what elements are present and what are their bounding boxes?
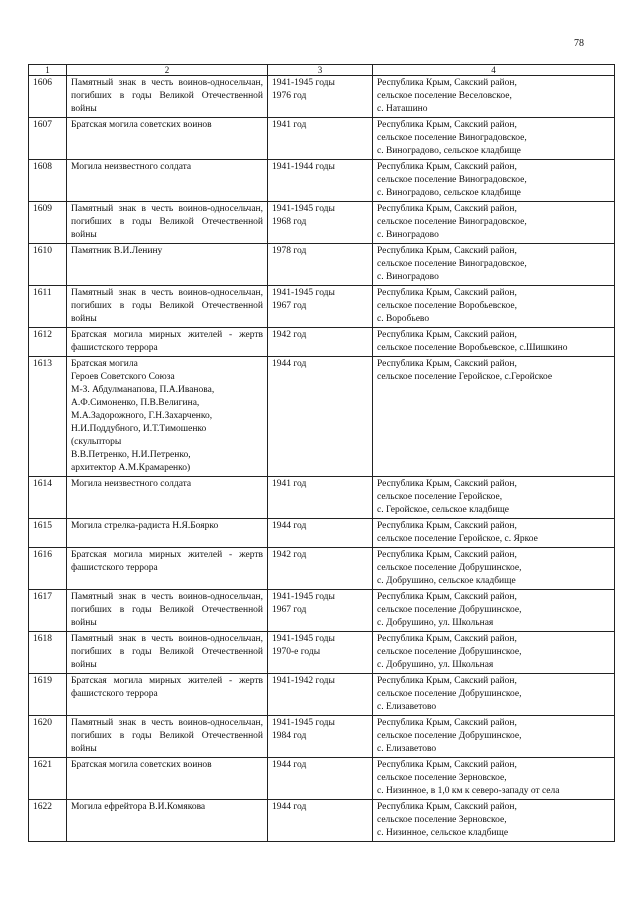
cell-number: 1609: [29, 202, 67, 244]
cell-location: [373, 716, 615, 758]
cell-name-line: Братская могила советских воинов: [71, 760, 212, 770]
cell-location-line: с. Виноградово: [377, 230, 439, 240]
cell-location-line: с. Добрушино, сельское кладбище: [377, 576, 516, 586]
cell-location-line: Республика Крым, Сакский район,: [377, 330, 517, 340]
table-row: [29, 202, 615, 244]
cell-location-line: сельское поселение Геройское, с. Яркое: [377, 534, 538, 544]
cell-name: [67, 160, 268, 202]
table-row: [29, 118, 615, 160]
table-row: [29, 548, 615, 590]
table-row: [29, 328, 615, 357]
cell-number: 1622: [29, 800, 67, 842]
cell-name-line: Братская могила мирных жителей - жертв фашистского террора: [71, 550, 263, 573]
cell-location: [373, 674, 615, 716]
cell-name: [67, 244, 268, 286]
cell-location-line: Республика Крым, Сакский район,: [377, 521, 517, 531]
cell-location: [373, 118, 615, 160]
cell-number: 1612: [29, 328, 67, 357]
cell-years: [268, 160, 373, 202]
cell-name: [67, 286, 268, 328]
cell-years-line: 1942 год: [272, 550, 307, 560]
cell-name-line: Братская могила: [71, 359, 138, 369]
cell-name-line: Памятный знак в честь воинов-односельчан, погибших в годы Великой Отечественной войны: [71, 288, 263, 324]
cell-location: [373, 202, 615, 244]
cell-number: 1608: [29, 160, 67, 202]
cell-location-line: с. Добрушино, ул. Школьная: [377, 618, 494, 628]
cell-location-line: сельское поселение Виноградовское,: [377, 175, 527, 185]
cell-number: 1611: [29, 286, 67, 328]
cell-location-line: с. Низинное, сельское кладбище: [377, 828, 509, 838]
cell-years: [268, 357, 373, 477]
cell-name: [67, 118, 268, 160]
cell-location-line: сельское поселение Веселовское,: [377, 91, 512, 101]
column-header-number: 1: [29, 65, 67, 76]
cell-name-line: Могила стрелка-радиста Н.Я.Боярко: [71, 521, 219, 531]
table-row: [29, 590, 615, 632]
cell-name-line: Могила ефрейтора В.И.Комякова: [71, 802, 206, 812]
cell-years-line: 1970-е годы: [272, 647, 321, 657]
cell-number: 1613: [29, 357, 67, 477]
cell-name-line: Могила неизвестного солдата: [71, 479, 192, 489]
cell-number: 1610: [29, 244, 67, 286]
cell-location: [373, 758, 615, 800]
cell-name: [67, 76, 268, 118]
cell-name-line: Героев Советского Союза: [71, 372, 175, 382]
cell-location-line: с. Виноградово, сельское кладбище: [377, 146, 521, 156]
cell-location: [373, 160, 615, 202]
cell-location: [373, 800, 615, 842]
header-row: [29, 65, 615, 76]
cell-years-line: 1944 год: [272, 760, 307, 770]
cell-location: [373, 286, 615, 328]
cell-number: 1620: [29, 716, 67, 758]
cell-name-line: Памятный знак в честь воинов-односельчан, погибших в годы Великой Отечественной войны: [71, 718, 263, 754]
cell-years-line: 1941 год: [272, 479, 307, 489]
cell-location-line: сельское поселение Зерновское,: [377, 773, 507, 783]
cell-location-line: Республика Крым, Сакский район,: [377, 204, 517, 214]
cell-location: [373, 548, 615, 590]
cell-location-line: Республика Крым, Сакский район,: [377, 760, 517, 770]
cell-location-line: сельское поселение Виноградовское,: [377, 217, 527, 227]
cell-number: 1614: [29, 477, 67, 519]
cell-number: 1619: [29, 674, 67, 716]
cell-years: [268, 202, 373, 244]
cell-number: 1617: [29, 590, 67, 632]
cell-years: [268, 548, 373, 590]
cell-name-line: Памятный знак в честь воинов-односельчан, погибших в годы Великой Отечественной войны: [71, 592, 263, 628]
cell-number: 1618: [29, 632, 67, 674]
cell-location-line: Республика Крым, Сакский район,: [377, 676, 517, 686]
cell-years-line: 1941-1945 годы: [272, 78, 335, 88]
cell-name: [67, 716, 268, 758]
cell-years-line: 1968 год: [272, 217, 307, 227]
cell-location-line: Республика Крым, Сакский район,: [377, 592, 517, 602]
cell-years-line: 1976 год: [272, 91, 307, 101]
cell-number: 1606: [29, 76, 67, 118]
cell-name-line: архитектор А.М.Крамаренко): [71, 463, 191, 473]
cell-location-line: с. Наташино: [377, 104, 428, 114]
table-header: [29, 65, 615, 76]
cell-location-line: Республика Крым, Сакский район,: [377, 479, 517, 489]
cell-location: [373, 244, 615, 286]
page-number: 78: [574, 38, 584, 49]
cell-location: [373, 76, 615, 118]
cell-number: 1607: [29, 118, 67, 160]
cell-location-line: сельское поселение Добрушинское,: [377, 647, 522, 657]
cell-years-line: 1941-1945 годы: [272, 592, 335, 602]
cell-years: [268, 716, 373, 758]
cell-years: [268, 76, 373, 118]
cell-location-line: Республика Крым, Сакский район,: [377, 288, 517, 298]
cell-years: [268, 477, 373, 519]
cell-name-line: А.Ф.Симоненко, П.В.Велигина,: [71, 398, 200, 408]
table-row: [29, 632, 615, 674]
column-header-years: 3: [268, 65, 373, 76]
cell-location: [373, 357, 615, 477]
cell-number: 1615: [29, 519, 67, 548]
cell-name: [67, 800, 268, 842]
table-row: [29, 244, 615, 286]
cell-name: [67, 758, 268, 800]
table-row: [29, 519, 615, 548]
cell-location: [373, 519, 615, 548]
cell-years-line: 1941-1942 годы: [272, 676, 335, 686]
cell-location-line: Республика Крым, Сакский район,: [377, 359, 517, 369]
table-row: [29, 76, 615, 118]
cell-location-line: сельское поселение Виноградовское,: [377, 259, 527, 269]
table-row: [29, 716, 615, 758]
cell-years: [268, 674, 373, 716]
cell-name-line: В.В.Петренко, Н.И.Петренко,: [71, 450, 191, 460]
cell-location-line: Республика Крым, Сакский район,: [377, 550, 517, 560]
cell-name-line: (скульпторы: [71, 437, 122, 447]
cell-location-line: сельское поселение Воробьевское,: [377, 301, 517, 311]
cell-years: [268, 519, 373, 548]
cell-years-line: 1941-1945 годы: [272, 718, 335, 728]
cell-location-line: сельское поселение Добрушинское,: [377, 689, 522, 699]
cell-location: [373, 590, 615, 632]
cell-location-line: Республика Крым, Сакский район,: [377, 634, 517, 644]
cell-years-line: 1978 год: [272, 246, 307, 256]
cell-location-line: сельское поселение Геройское, с.Геройское: [377, 372, 553, 382]
cell-location-line: Республика Крым, Сакский район,: [377, 162, 517, 172]
cell-location-line: с. Виноградово: [377, 272, 439, 282]
table-row: [29, 357, 615, 477]
cell-location-line: Республика Крым, Сакский район,: [377, 718, 517, 728]
cell-name: [67, 477, 268, 519]
cell-location-line: сельское поселение Добрушинское,: [377, 605, 522, 615]
cell-location-line: сельское поселение Добрушинское,: [377, 731, 522, 741]
cell-location-line: Республика Крым, Сакский район,: [377, 78, 517, 88]
cell-location-line: с. Геройское, сельское кладбище: [377, 505, 510, 515]
cell-years: [268, 590, 373, 632]
cell-location-line: сельское поселение Добрушинское,: [377, 563, 522, 573]
cell-number: 1616: [29, 548, 67, 590]
cell-name-line: Памятный знак в честь воинов-односельчан, погибших в годы Великой Отечественной войны: [71, 78, 263, 114]
cell-location-line: с. Низинное, в 1,0 км к северо-западу от села: [377, 786, 560, 796]
cell-name: [67, 674, 268, 716]
cell-name-line: М.А.Задорожного, Г.Н.Захарченко,: [71, 411, 213, 421]
cell-years-line: 1941-1945 годы: [272, 204, 335, 214]
cell-name-line: Могила неизвестного солдата: [71, 162, 192, 172]
table-body: [29, 76, 615, 842]
cell-name: [67, 548, 268, 590]
cell-name: [67, 632, 268, 674]
table-row: [29, 800, 615, 842]
cell-location-line: сельское поселение Зерновское,: [377, 815, 507, 825]
cell-years: [268, 244, 373, 286]
cell-name-line: Н.И.Поддубного, И.Т.Тимошенко: [71, 424, 207, 434]
table-row: [29, 160, 615, 202]
cell-name: [67, 519, 268, 548]
cell-years-line: 1967 год: [272, 605, 307, 615]
cell-years: [268, 632, 373, 674]
cell-years-line: 1941-1945 годы: [272, 634, 335, 644]
table-row: [29, 758, 615, 800]
cell-name: [67, 328, 268, 357]
cell-years: [268, 800, 373, 842]
table-row: [29, 674, 615, 716]
cell-name-line: Братская могила мирных жителей - жертв фашистского террора: [71, 330, 263, 353]
cell-name: [67, 590, 268, 632]
cell-location: [373, 632, 615, 674]
cell-location-line: Республика Крым, Сакский район,: [377, 120, 517, 130]
column-header-name: 2: [67, 65, 268, 76]
cell-location-line: с. Добрушино, ул. Школьная: [377, 660, 494, 670]
cell-name-line: Памятник В.И.Ленину: [71, 246, 163, 256]
cell-name: [67, 357, 268, 477]
cell-years-line: 1941-1945 годы: [272, 288, 335, 298]
cell-location-line: с. Елизаветово: [377, 744, 437, 754]
column-header-location: 4: [373, 65, 615, 76]
cell-name-line: Памятный знак в честь воинов-односельчан, погибших в годы Великой Отечественной войны: [71, 634, 263, 670]
cell-name-line: М-З. Абдулманапова, П.А.Иванова,: [71, 385, 215, 395]
cell-name: [67, 202, 268, 244]
cell-years-line: 1941-1944 годы: [272, 162, 335, 172]
cell-location: [373, 477, 615, 519]
cell-years: [268, 286, 373, 328]
cell-years-line: 1942 год: [272, 330, 307, 340]
cell-location-line: сельское поселение Геройское,: [377, 492, 503, 502]
table-row: [29, 477, 615, 519]
cell-name-line: Памятный знак в честь воинов-односельчан, погибших в годы Великой Отечественной войны: [71, 204, 263, 240]
cell-years-line: 1967 год: [272, 301, 307, 311]
cell-years-line: 1984 год: [272, 731, 307, 741]
cell-name-line: Братская могила мирных жителей - жертв фашистского террора: [71, 676, 263, 699]
cell-years: [268, 328, 373, 357]
monuments-table: [28, 64, 615, 842]
cell-location-line: с. Виноградово, сельское кладбище: [377, 188, 521, 198]
cell-location-line: сельское поселение Виноградовское,: [377, 133, 527, 143]
cell-years: [268, 118, 373, 160]
cell-location-line: с. Воробьево: [377, 314, 430, 324]
cell-location-line: с. Елизаветово: [377, 702, 437, 712]
cell-number: 1621: [29, 758, 67, 800]
cell-location: [373, 328, 615, 357]
cell-location-line: сельское поселение Воробьевское, с.Шишкино: [377, 343, 568, 353]
cell-name-line: Братская могила советских воинов: [71, 120, 212, 130]
table-row: [29, 286, 615, 328]
cell-years-line: 1944 год: [272, 359, 307, 369]
cell-years-line: 1944 год: [272, 802, 307, 812]
cell-years-line: 1944 год: [272, 521, 307, 531]
cell-location-line: Республика Крым, Сакский район,: [377, 246, 517, 256]
cell-years-line: 1941 год: [272, 120, 307, 130]
cell-location-line: Республика Крым, Сакский район,: [377, 802, 517, 812]
cell-years: [268, 758, 373, 800]
